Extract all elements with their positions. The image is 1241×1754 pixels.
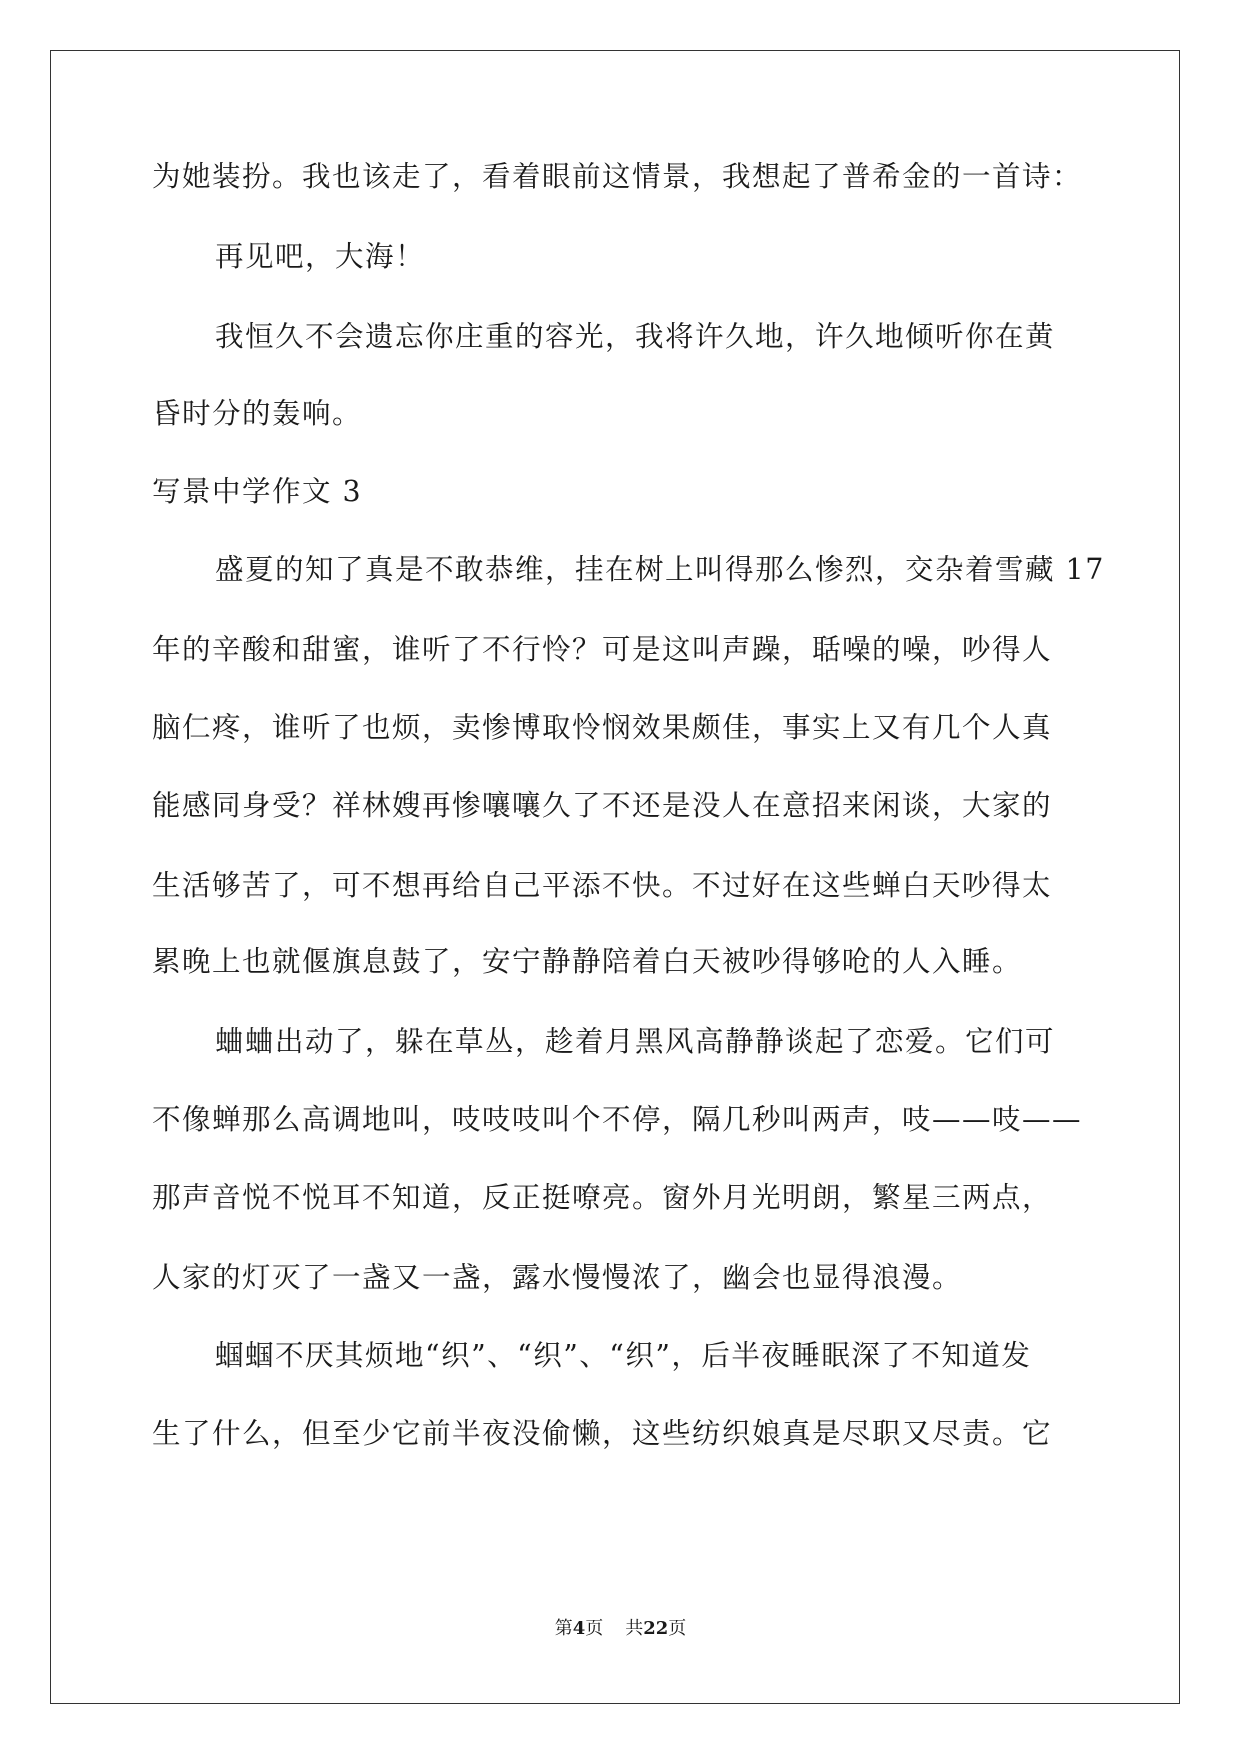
text-line: 累晚上也就偃旗息鼓了，安宁静静陪着白天被吵得够呛的人入睡。	[152, 945, 1023, 978]
page-suffix: 页	[585, 1618, 604, 1639]
text-line: 年的辛酸和甜蜜，谁听了不行怜？可是这叫声躁，聒噪的噪，吵得人	[152, 633, 1053, 666]
total-prefix: 共	[625, 1618, 644, 1639]
text-line: 不像蝉那么高调地叫，吱吱吱叫个不停，隔几秒叫两声，吱——吱——	[152, 1103, 1083, 1136]
text-line: 为她装扮。我也该走了，看着眼前这情景，我想起了普希金的一首诗：	[152, 160, 1083, 193]
section-heading: 写景中学作文 3	[152, 475, 363, 508]
text-line: 蛐蛐出动了，躲在草丛，趁着月黑风高静静谈起了恋爱。它们可	[215, 1025, 1056, 1058]
total-pages: 22	[643, 1618, 669, 1639]
total-suffix: 页	[668, 1618, 687, 1639]
text-line: 盛夏的知了真是不敢恭维，挂在树上叫得那么惨烈，交杂着雪藏 17	[215, 553, 1105, 586]
text-line: 人家的灯灭了一盏又一盏，露水慢慢浓了，幽会也显得浪漫。	[152, 1261, 963, 1294]
page-footer	[0, 1617, 1241, 1641]
page-number: 4	[572, 1618, 586, 1639]
text-line: 蝈蝈不厌其烦地“织”、“织”、“织”，后半夜睡眠深了不知道发	[215, 1339, 1032, 1372]
text-line: 那声音悦不悦耳不知道，反正挺嘹亮。窗外月光明朗，繁星三两点，	[152, 1181, 1053, 1214]
text-line: 我恒久不会遗忘你庄重的容光，我将许久地，许久地倾听你在黄	[215, 320, 1056, 353]
text-line: 再见吧，大海！	[215, 240, 426, 273]
text-line: 生了什么，但至少它前半夜没偷懒，这些纺织娘真是尽职又尽责。它	[152, 1417, 1053, 1450]
page-prefix: 第	[554, 1618, 573, 1639]
text-line: 能感同身受？祥林嫂再惨嚷嚷久了不还是没人在意招来闲谈，大家的	[152, 789, 1053, 822]
text-line: 脑仁疼，谁听了也烦，卖惨博取怜悯效果颇佳，事实上又有几个人真	[152, 711, 1053, 744]
text-line: 生活够苦了，可不想再给自己平添不快。不过好在这些蝉白天吵得太	[152, 869, 1053, 902]
text-line: 昏时分的轰响。	[152, 397, 363, 430]
